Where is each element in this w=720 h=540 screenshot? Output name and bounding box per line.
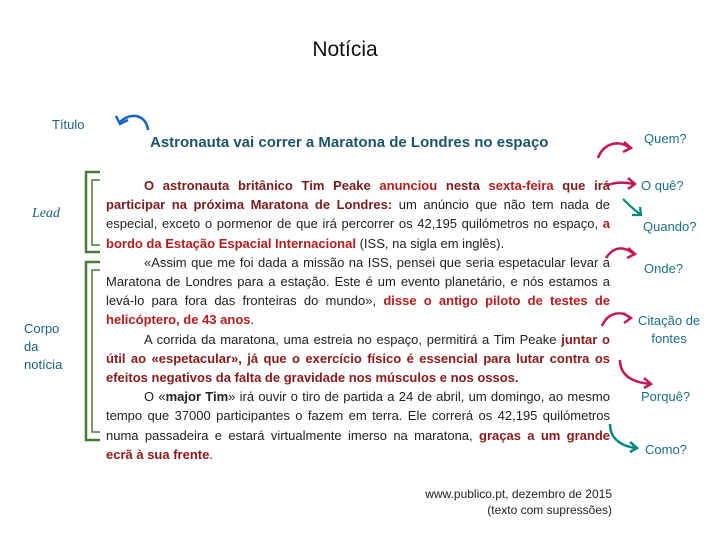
body-bracket-icon — [86, 262, 100, 440]
arrow-citacao-icon — [600, 304, 634, 334]
bracket-icons — [80, 170, 102, 470]
source-credit: www.publico.pt, dezembro de 2015 (texto com supressões) — [425, 487, 612, 517]
quote-paragraph: «Assim que me foi dada a missão na ISS, pensei que seria espetacular levar a Maratona de Londres para a estação. Este é um evento planetário, e nós estamos a levá-lo para fora das fronteiras do mundo», disse o antigo piloto de testes de helicóptero, de 43 anos. — [106, 254, 610, 328]
label-o-que: O quê? — [641, 178, 684, 193]
label-corpo: Corpo da notícia — [24, 321, 63, 372]
method-paragraph: O «major Tim» irá ouvir o tiro de partida a 24 de abril, um domingo, ao mesmo tempo que 37000 participantes o fazem em terra. Ele correrá os 42,195 quilómetros numa passadeira e estará virtualmente imerso na maratona, graças a um grande ecrã à sua frente. — [106, 389, 611, 462]
label-porque: Porquê? — [641, 389, 691, 404]
slide-title: Notícia — [312, 38, 378, 61]
reason-paragraph: A corrida da maratona, uma estreia no espaço, permitirá a Tim Peake juntar o útil ao «espetacular», já que o exercício físico é essencial para lutar contra os efeitos negativos da falta de gravidade nos músculos e nos ossos. — [106, 331, 610, 386]
headline: Astronauta vai correr a Maratona de Londres no espaço — [150, 134, 549, 151]
arrow-quando-icon — [620, 196, 646, 220]
label-como: Como? — [645, 442, 687, 457]
arrow-left-icon — [112, 108, 152, 136]
label-quando: Quando? — [643, 219, 697, 234]
lead-bracket-icon — [86, 172, 100, 252]
lead-paragraph: O astronauta britânico Tim Peake anunciou nesta sexta-feira que irá participar na próxima Maratona de Londres: um anúncio que não tem nada de especial, exceto o pormenor de que irá percorrer os 42,195 quilómetros no espaço, a bordo da Estação Espacial Internacional (ISS, na sigla em inglês). — [106, 178, 610, 251]
arrow-onde-icon — [604, 240, 638, 264]
arrow-o-que-icon — [604, 174, 638, 192]
arrow-quem-icon — [596, 136, 636, 162]
label-lead: Lead — [32, 206, 60, 221]
arrow-como-icon — [606, 420, 642, 454]
arrow-porque-icon — [616, 356, 656, 390]
label-onde: Onde? — [644, 261, 684, 276]
article-body — [106, 176, 610, 464]
label-titulo: Título — [52, 117, 85, 132]
label-quem: Quem? — [644, 131, 687, 146]
label-citacao: Citação de fontes — [638, 313, 701, 346]
